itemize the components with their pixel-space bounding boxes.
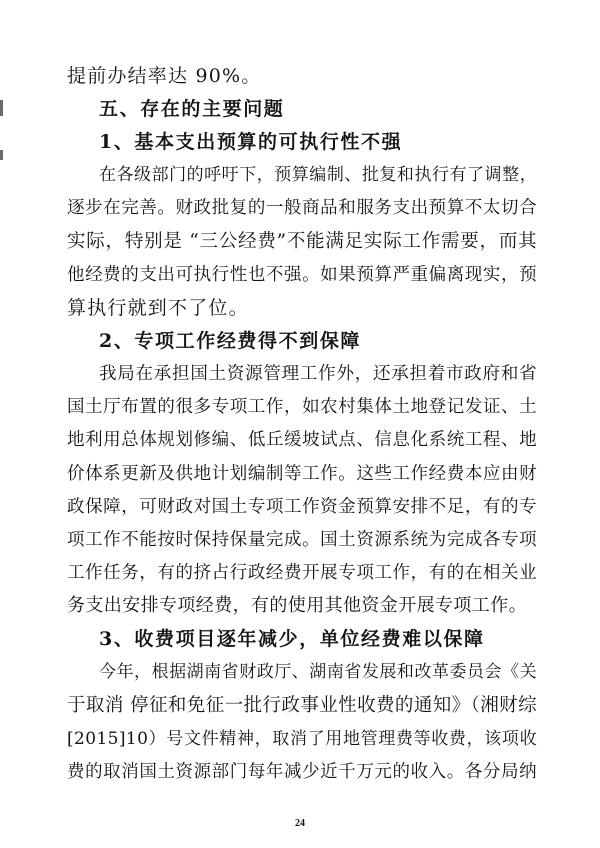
scan-edge-mark xyxy=(0,150,3,160)
paragraph-line: 算执行就到不了位。 xyxy=(67,297,249,319)
paragraph-line: 我局在承担国土资源管理工作外，还承担着市政府和省 xyxy=(99,364,537,384)
paragraph-line: 项工作不能按时保持保量完成。国土资源系统为完成各专项 xyxy=(67,530,537,550)
subsection-heading: 1、基本支出预算的可执行性不强 xyxy=(99,131,403,153)
subsection-heading: 3、收费项目逐年减少，单位经费难以保障 xyxy=(99,628,485,650)
subsection-heading: 2、专项工作经费得不到保障 xyxy=(99,330,362,352)
paragraph-line: 务支出安排专项经费，有的使用其他资金开展专项工作。 xyxy=(67,595,527,616)
section-heading: 五、存在的主要问题 xyxy=(99,98,285,120)
paragraph-line: [2015]10）号文件精神，取消了用地管理费等收费，该项收 xyxy=(67,729,537,749)
paragraph-line: 逐步在完善。财政批复的一般商品和服务支出预算不太切合 xyxy=(67,198,537,218)
paragraph-line: 实际，特别是 “三公经费”不能满足实际工作需要，而其 xyxy=(67,231,537,252)
paragraph-line: 国土厅布置的很多专项工作，如农村集体土地登记发证、土 xyxy=(67,397,537,417)
paragraph-line: 在各级部门的呼吁下，预算编制、批复和执行有了调整， xyxy=(99,165,537,185)
paragraph-line: 今年，根据湖南省财政厅、湖南省发展和改革委员会《关 xyxy=(99,662,537,682)
paragraph-line: 工作任务，有的挤占行政经费开展专项工作，有的在相关业 xyxy=(67,563,537,583)
page-number: 24 xyxy=(295,818,305,829)
paragraph-line: 于取消 停征和免征一批行政事业性收费的通知》（湘财综 xyxy=(67,695,537,716)
scan-edge-mark xyxy=(0,100,3,116)
paragraph-line: 地利用总体规划修编、低丘缓坡试点、信息化系统工程、地 xyxy=(67,430,537,450)
body-line: 提前办结率达 90%。 xyxy=(67,65,262,87)
paragraph-line: 他经费的支出可执行性也不强。如果预算严重偏离现实，预 xyxy=(67,265,537,285)
paragraph-line: 费的取消国土资源部门每年减少近千万元的收入。各分局纳 xyxy=(67,762,537,782)
paragraph-line: 政保障，可财政对国土专项工作资金预算安排不足，有的专 xyxy=(67,497,537,517)
paragraph-line: 价体系更新及供地计划编制等工作。这些工作经费本应由财 xyxy=(67,464,537,484)
